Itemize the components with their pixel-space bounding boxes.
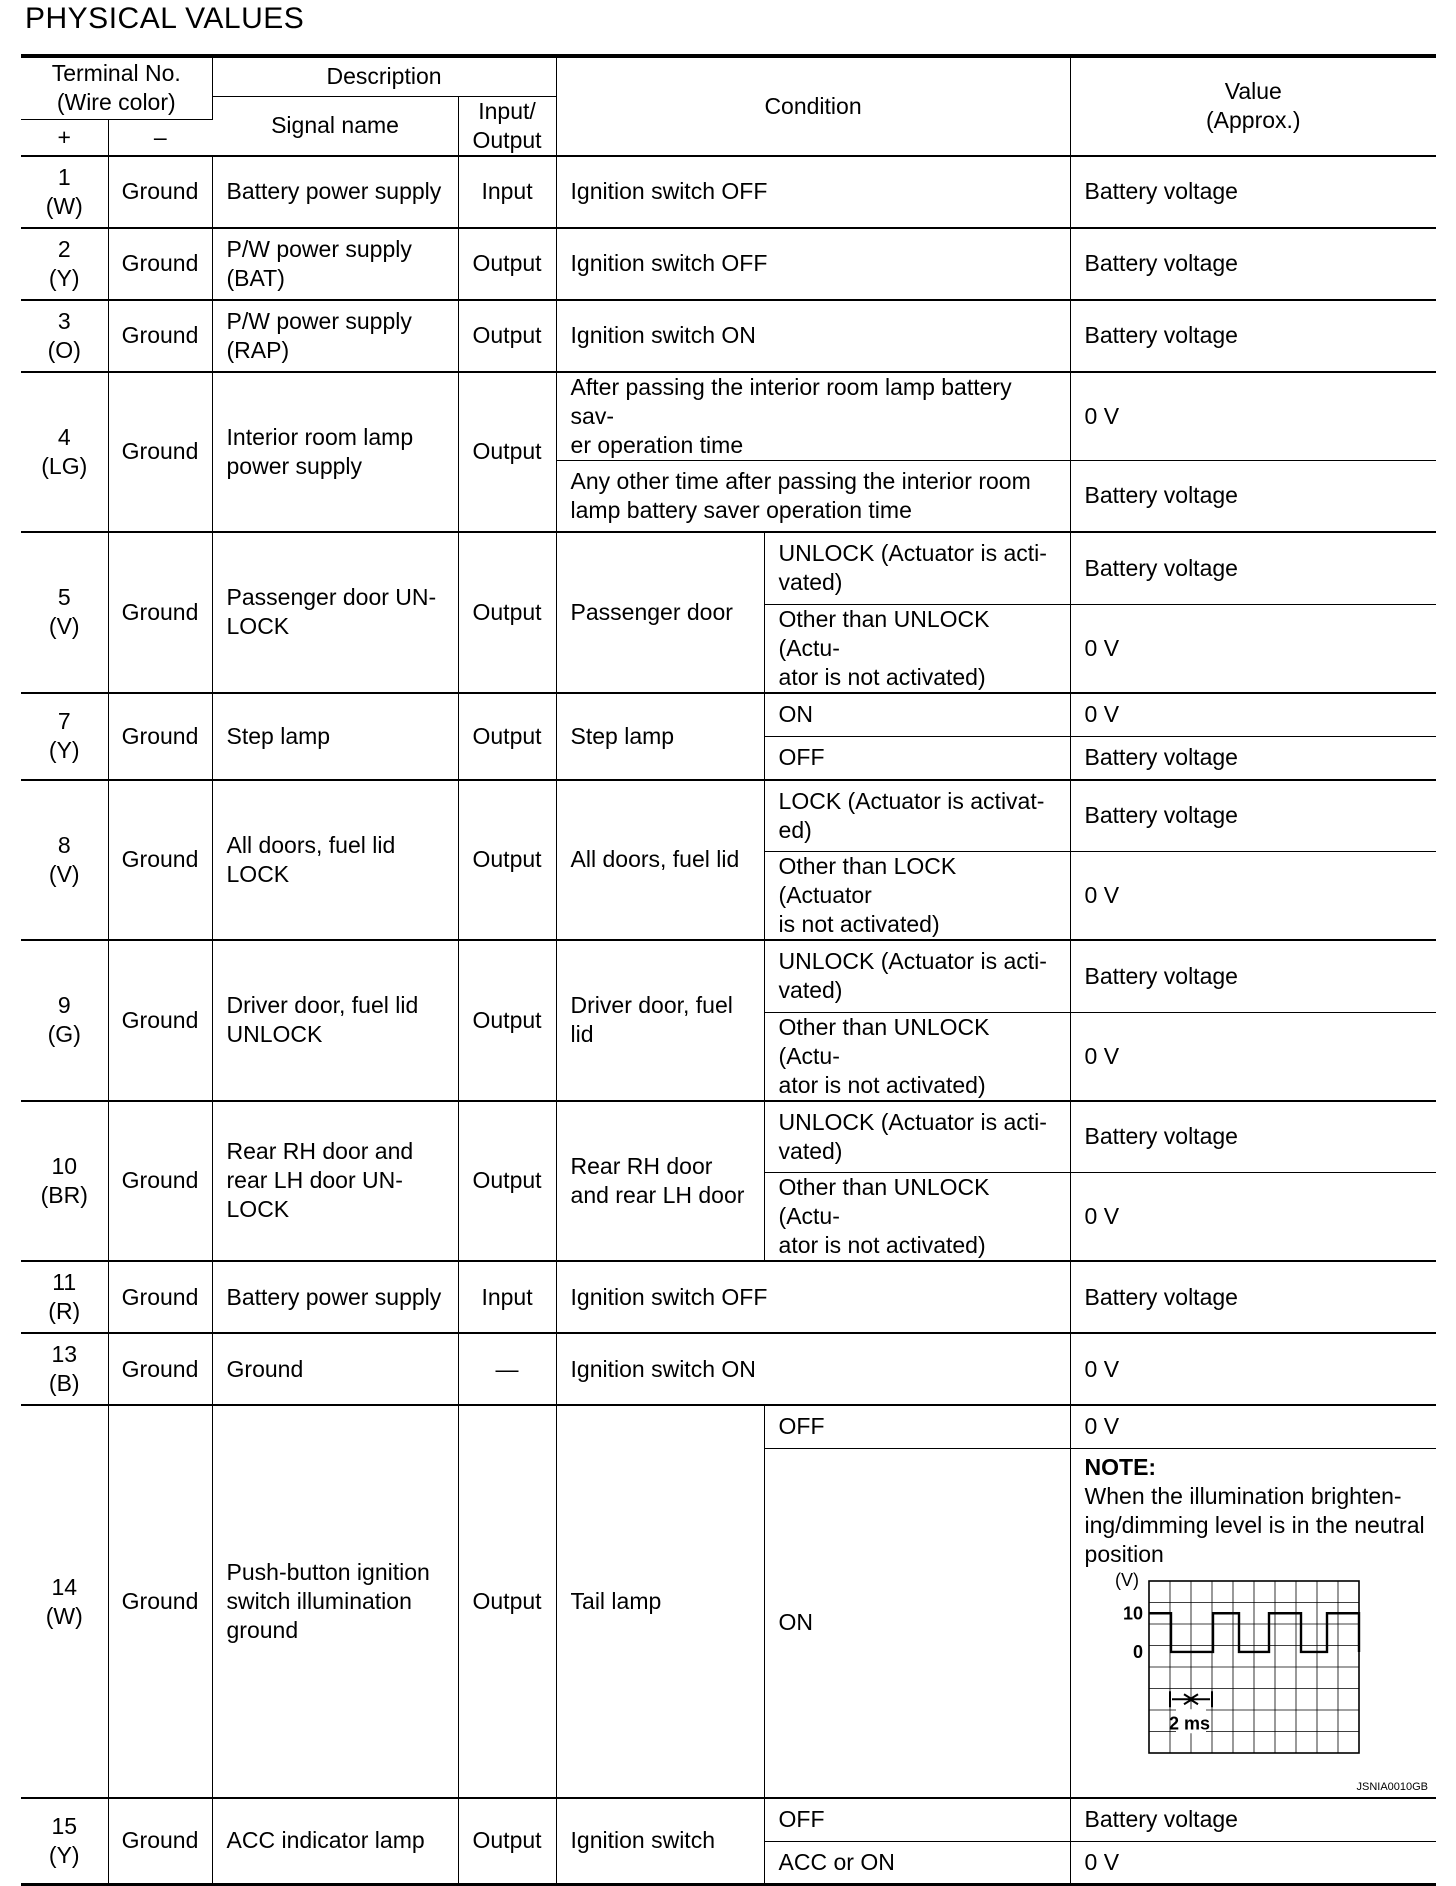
minus-terminal-cell: Ground bbox=[108, 156, 212, 228]
wire-color: (O) bbox=[47, 336, 81, 363]
terminal-cell bbox=[21, 940, 108, 1101]
value-cell: 0 V bbox=[1070, 604, 1436, 693]
input-output-cell: Input bbox=[458, 1261, 556, 1333]
signal-name-cell: ACC indicator lamp bbox=[212, 1798, 458, 1884]
terminal-no-header bbox=[21, 56, 212, 119]
input-output-cell: Input bbox=[458, 156, 556, 228]
note-text: When the illumination brighten- ing/dimming level is in the neutral position bbox=[1084, 1482, 1425, 1567]
condition-state-cell: Other than UNLOCK (Actu- ator is not activated) bbox=[764, 1173, 1070, 1262]
terminal-cell bbox=[21, 1101, 108, 1262]
table-row bbox=[21, 1798, 1436, 1841]
condition-cell: Ignition switch OFF bbox=[556, 156, 1070, 228]
terminal-number: 11 bbox=[52, 1269, 77, 1295]
terminal-number: 3 bbox=[57, 307, 71, 334]
wire-color: (BR) bbox=[40, 1181, 88, 1208]
input-output-cell: Output bbox=[458, 532, 556, 693]
plus-header: + bbox=[21, 119, 108, 155]
minus-terminal-cell: Ground bbox=[108, 372, 212, 533]
minus-terminal-cell: Ground bbox=[108, 1798, 212, 1884]
table-row bbox=[21, 372, 1436, 461]
signal-name-cell: Driver door, fuel lid UNLOCK bbox=[212, 940, 458, 1101]
table-row bbox=[21, 1101, 1436, 1173]
condition-cell: All doors, fuel lid bbox=[556, 780, 764, 941]
condition-cell: After passing the interior room lamp battery sav- er operation time bbox=[556, 372, 1070, 461]
condition-state-cell: Other than LOCK (Actuator is not activated) bbox=[764, 852, 1070, 941]
value-header bbox=[1070, 56, 1436, 156]
physical-values-table bbox=[21, 54, 1436, 1886]
signal-name-cell: Rear RH door and rear LH door UN- LOCK bbox=[212, 1101, 458, 1262]
minus-terminal-cell: Ground bbox=[108, 693, 212, 780]
terminal-cell bbox=[21, 300, 108, 372]
terminal-number: 15 bbox=[51, 1812, 78, 1839]
signal-name-cell: Battery power supply bbox=[212, 1261, 458, 1333]
wire-color: (B) bbox=[48, 1370, 80, 1396]
signal-name-cell: Ground bbox=[212, 1333, 458, 1405]
wire-color-label: (Wire color) bbox=[56, 89, 176, 116]
input-output-cell: Output bbox=[458, 1101, 556, 1262]
input-output-cell: — bbox=[458, 1333, 556, 1405]
figure-id: JSNIA0010GB bbox=[1356, 1780, 1429, 1793]
minus-terminal-cell: Ground bbox=[108, 1405, 212, 1798]
minus-terminal-cell: Ground bbox=[108, 1261, 212, 1333]
value-cell: Battery voltage bbox=[1070, 940, 1436, 1012]
input-output-cell: Output bbox=[458, 300, 556, 372]
terminal-number: 8 bbox=[57, 831, 71, 858]
signal-name-header: Signal name bbox=[212, 96, 458, 156]
condition-cell: Any other time after passing the interior room lamp battery saver operation time bbox=[556, 460, 1070, 532]
value-cell: 0 V bbox=[1070, 1012, 1436, 1101]
table-row bbox=[21, 1333, 1436, 1405]
minus-terminal-cell: Ground bbox=[108, 1333, 212, 1405]
condition-header: Condition bbox=[556, 56, 1070, 156]
input-output-cell: Output bbox=[458, 1798, 556, 1884]
condition-cell: Ignition switch ON bbox=[556, 1333, 1070, 1405]
condition-state-cell: ACC or ON bbox=[764, 1841, 1070, 1884]
terminal-cell bbox=[21, 1798, 108, 1884]
table-row bbox=[21, 940, 1436, 1012]
condition-cell: Ignition switch OFF bbox=[556, 228, 1070, 300]
terminal-cell bbox=[21, 1405, 108, 1798]
y-unit-label: (V) bbox=[1114, 1569, 1139, 1590]
condition-state-cell: Other than UNLOCK (Actu- ator is not activated) bbox=[764, 1012, 1070, 1101]
input-output-header: Input/ Output bbox=[458, 96, 556, 156]
value-cell: Battery voltage bbox=[1070, 780, 1436, 852]
minus-terminal-cell: Ground bbox=[108, 1101, 212, 1262]
value-cell: Battery voltage bbox=[1070, 300, 1436, 372]
wire-color: (LG) bbox=[41, 452, 88, 479]
condition-state-cell: OFF bbox=[764, 1405, 1070, 1448]
minus-terminal-cell: Ground bbox=[108, 940, 212, 1101]
input-output-cell: Output bbox=[458, 1405, 556, 1798]
signal-name-cell: Interior room lamp power supply bbox=[212, 372, 458, 533]
signal-name-cell: All doors, fuel lid LOCK bbox=[212, 780, 458, 941]
value-cell: 0 V bbox=[1070, 693, 1436, 737]
value-cell: 0 V bbox=[1070, 1333, 1436, 1405]
terminal-number: 14 bbox=[51, 1573, 78, 1600]
minus-terminal-cell: Ground bbox=[108, 780, 212, 941]
wire-color: (Y) bbox=[48, 1841, 80, 1868]
page-title: PHYSICAL VALUES bbox=[25, 2, 305, 35]
condition-state-cell: UNLOCK (Actuator is acti- vated) bbox=[764, 940, 1070, 1012]
table-row bbox=[21, 693, 1436, 737]
description-header: Description bbox=[212, 56, 556, 96]
terminal-cell bbox=[21, 532, 108, 693]
time-scale-label: 2 ms bbox=[1168, 1712, 1210, 1733]
value-note-cell bbox=[1070, 1448, 1436, 1798]
table-row bbox=[21, 1261, 1436, 1333]
wire-color: (W) bbox=[45, 192, 83, 219]
value-cell: 0 V bbox=[1070, 1841, 1436, 1884]
condition-state-cell: ON bbox=[764, 693, 1070, 737]
wire-color: (W) bbox=[45, 1602, 83, 1629]
input-output-cell: Output bbox=[458, 940, 556, 1101]
table-row bbox=[21, 532, 1436, 604]
terminal-number: 1 bbox=[57, 163, 71, 190]
value-cell: Battery voltage bbox=[1070, 1101, 1436, 1173]
condition-state-cell: UNLOCK (Actuator is acti- vated) bbox=[764, 1101, 1070, 1173]
terminal-number: 5 bbox=[57, 584, 71, 611]
terminal-cell bbox=[21, 372, 108, 533]
value-cell: 0 V bbox=[1070, 1173, 1436, 1262]
value-cell: 0 V bbox=[1070, 1405, 1436, 1448]
condition-state-cell: Other than UNLOCK (Actu- ator is not activated) bbox=[764, 604, 1070, 693]
condition-state-cell: OFF bbox=[764, 1798, 1070, 1841]
wire-color: (V) bbox=[48, 613, 80, 640]
minus-terminal-cell: Ground bbox=[108, 228, 212, 300]
condition-cell: Step lamp bbox=[556, 693, 764, 780]
y-tick-label: 0 bbox=[1132, 1641, 1143, 1662]
condition-cell: Passenger door bbox=[556, 532, 764, 693]
condition-cell: Ignition switch ON bbox=[556, 300, 1070, 372]
value-approx-label: (Approx.) bbox=[1205, 107, 1301, 134]
terminal-cell bbox=[21, 156, 108, 228]
minus-terminal-cell: Ground bbox=[108, 532, 212, 693]
terminal-cell bbox=[21, 1333, 108, 1405]
y-tick-label: 10 bbox=[1122, 1602, 1143, 1623]
terminal-number: 10 bbox=[51, 1152, 78, 1179]
value-cell: Battery voltage bbox=[1070, 1798, 1436, 1841]
signal-name-cell: Passenger door UN- LOCK bbox=[212, 532, 458, 693]
table-row bbox=[21, 156, 1436, 228]
input-output-cell: Output bbox=[458, 228, 556, 300]
table-row bbox=[21, 56, 1436, 96]
value-cell: Battery voltage bbox=[1070, 737, 1436, 780]
terminal-no-label: Terminal No. bbox=[51, 60, 181, 87]
waveform-figure bbox=[1085, 1569, 1429, 1793]
value-cell: Battery voltage bbox=[1070, 228, 1436, 300]
wire-color: (Y) bbox=[48, 264, 80, 291]
terminal-number: 13 bbox=[51, 1341, 78, 1367]
table-row bbox=[21, 228, 1436, 300]
signal-name-cell: Step lamp bbox=[212, 693, 458, 780]
wire-color: (G) bbox=[47, 1021, 81, 1048]
wire-color: (R) bbox=[48, 1298, 81, 1324]
signal-name-cell: P/W power supply (BAT) bbox=[212, 228, 458, 300]
input-output-cell: Output bbox=[458, 372, 556, 533]
condition-cell: Driver door, fuel lid bbox=[556, 940, 764, 1101]
signal-name-cell: Battery power supply bbox=[212, 156, 458, 228]
condition-state-cell: OFF bbox=[764, 737, 1070, 780]
terminal-cell bbox=[21, 693, 108, 780]
condition-state-cell: LOCK (Actuator is activat- ed) bbox=[764, 780, 1070, 852]
condition-cell: Ignition switch OFF bbox=[556, 1261, 1070, 1333]
terminal-cell bbox=[21, 780, 108, 941]
condition-cell: Ignition switch bbox=[556, 1798, 764, 1884]
waveform-oscilloscope bbox=[1085, 1569, 1425, 1793]
value-cell: Battery voltage bbox=[1070, 156, 1436, 228]
value-cell: Battery voltage bbox=[1070, 460, 1436, 532]
minus-header: – bbox=[108, 119, 212, 155]
table-row bbox=[21, 1405, 1436, 1448]
value-cell: Battery voltage bbox=[1070, 532, 1436, 604]
condition-state-cell: UNLOCK (Actuator is acti- vated) bbox=[764, 532, 1070, 604]
terminal-cell bbox=[21, 228, 108, 300]
value-cell: 0 V bbox=[1070, 372, 1436, 461]
input-output-cell: Output bbox=[458, 780, 556, 941]
note-title: NOTE: bbox=[1084, 1453, 1157, 1480]
time-arrow bbox=[1190, 1694, 1210, 1704]
minus-terminal-cell: Ground bbox=[108, 300, 212, 372]
condition-state-cell: ON bbox=[764, 1448, 1070, 1798]
wire-color: (Y) bbox=[48, 737, 80, 763]
table-row bbox=[21, 780, 1436, 852]
table-row bbox=[21, 300, 1436, 372]
terminal-cell bbox=[21, 1261, 108, 1333]
signal-name-cell: P/W power supply (RAP) bbox=[212, 300, 458, 372]
input-output-cell: Output bbox=[458, 693, 556, 780]
terminal-number: 7 bbox=[57, 708, 71, 734]
wire-color: (V) bbox=[48, 860, 80, 887]
value-cell: 0 V bbox=[1070, 852, 1436, 941]
value-label: Value bbox=[1224, 78, 1282, 105]
value-cell: Battery voltage bbox=[1070, 1261, 1436, 1333]
terminal-number: 2 bbox=[57, 235, 71, 262]
terminal-number: 4 bbox=[57, 423, 71, 450]
condition-cell: Rear RH door and rear LH door bbox=[556, 1101, 764, 1262]
terminal-number: 9 bbox=[57, 992, 71, 1019]
condition-cell: Tail lamp bbox=[556, 1405, 764, 1798]
signal-name-cell: Push-button ignition switch illumination ground bbox=[212, 1405, 458, 1798]
